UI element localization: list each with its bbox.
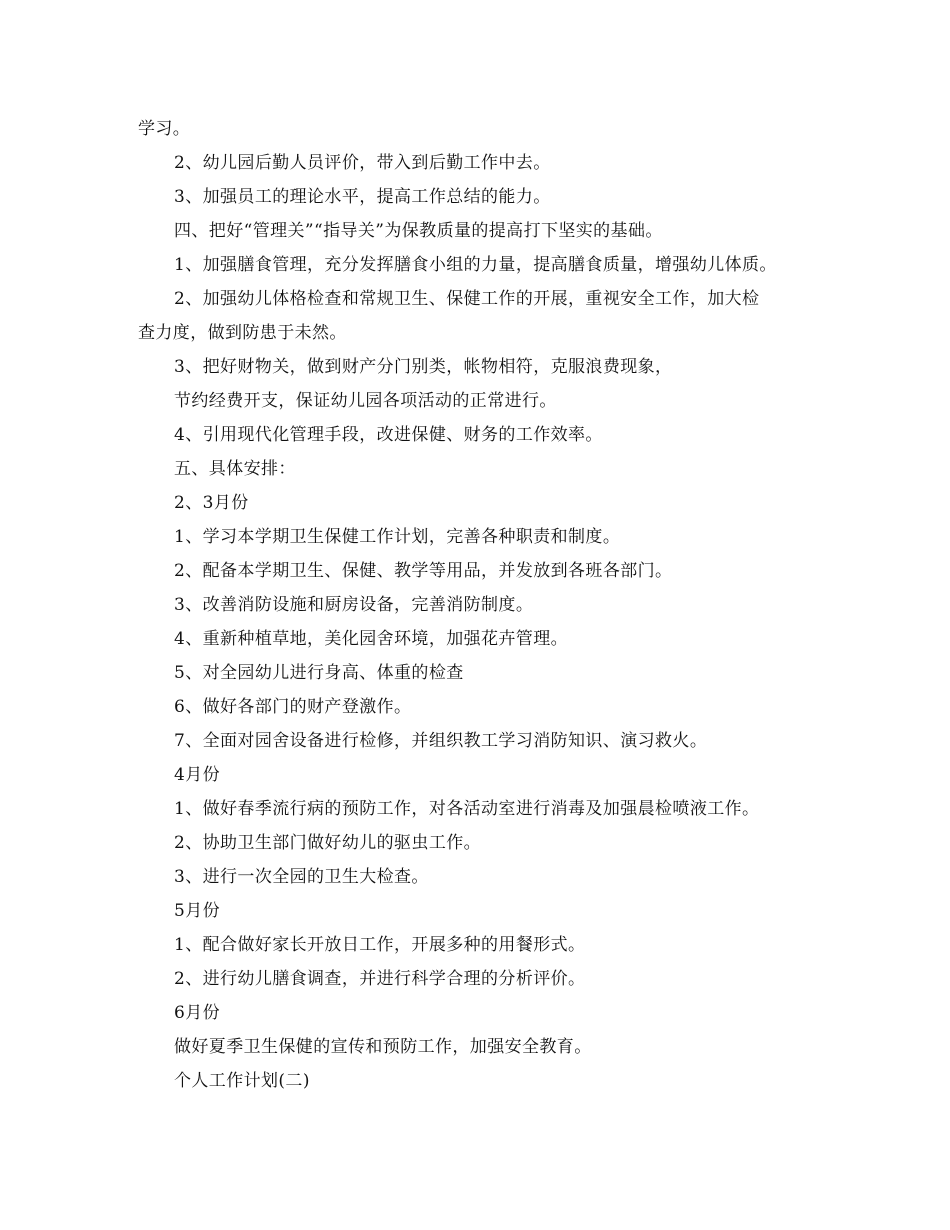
text-line: 2、幼儿园后勤人员评价，带入到后勤工作中去。 (174, 153, 551, 173)
text-line: 查力度，做到防患于未然。 (138, 323, 347, 343)
text-line: 4、重新种植草地，美化园舍环境，加强花卉管理。 (174, 629, 569, 649)
text-line: 1、学习本学期卫生保健工作计划，完善各种职责和制度。 (174, 527, 621, 547)
text-line: 6、做好各部门的财产登激作。 (174, 697, 412, 717)
text-line: 3、加强员工的理论水平，提高工作总结的能力。 (174, 187, 551, 207)
text-line: 5、对全园幼儿进行身高、体重的检查 (174, 663, 464, 683)
text-line: 五、具体安排： (174, 459, 296, 479)
text-line: 个人工作计划(二) (174, 1071, 310, 1091)
text-line: 3、把好财物关，做到财产分门别类，帐物相符，克服浪费现象， (174, 357, 673, 377)
text-line: 4、引用现代化管理手段，改进保健、财务的工作效率。 (174, 425, 603, 445)
document-body (138, 112, 818, 1098)
text-line: 7、全面对园舍设备进行检修，并组织教工学习消防知识、演习救火。 (174, 731, 708, 751)
text-line: 1、配合做好家长开放日工作，开展多种的用餐形式。 (174, 935, 586, 955)
text-line: 做好夏季卫生保健的宣传和预防工作，加强安全教育。 (174, 1037, 592, 1057)
text-line: 2、进行幼儿膳食调查，并进行科学合理的分析评价。 (174, 969, 586, 989)
text-line: 2、配备本学期卫生、保健、教学等用品，并发放到各班各部门。 (174, 561, 673, 581)
text-line: 5月份 (174, 901, 221, 921)
text-line: 2、加强幼儿体格检查和常规卫生、保健工作的开展，重视安全工作，加大检 (174, 289, 760, 309)
text-line: 1、做好春季流行病的预防工作，对各活动室进行消毒及加强晨检喷液工作。 (174, 799, 760, 819)
text-line: 2、协助卫生部门做好幼儿的驱虫工作。 (174, 833, 482, 853)
text-line: 3、改善消防设施和厨房设备，完善消防制度。 (174, 595, 534, 615)
text-line: 2、3月份 (174, 493, 249, 513)
text-line: 节约经费开支，保证幼儿园各项活动的正常进行。 (174, 391, 557, 411)
text-line: 学习。 (138, 119, 191, 139)
text-line: 4月份 (174, 765, 221, 785)
text-line: 6月份 (174, 1003, 221, 1023)
text-line: 1、加强膳食管理，充分发挥膳食小组的力量，提高膳食质量，增强幼儿体质。 (174, 255, 777, 275)
text-line: 3、进行一次全园的卫生大检查。 (174, 867, 429, 887)
text-line: 四、把好“管理关”“指导关”为保教质量的提高打下坚实的基础。 (174, 221, 663, 241)
